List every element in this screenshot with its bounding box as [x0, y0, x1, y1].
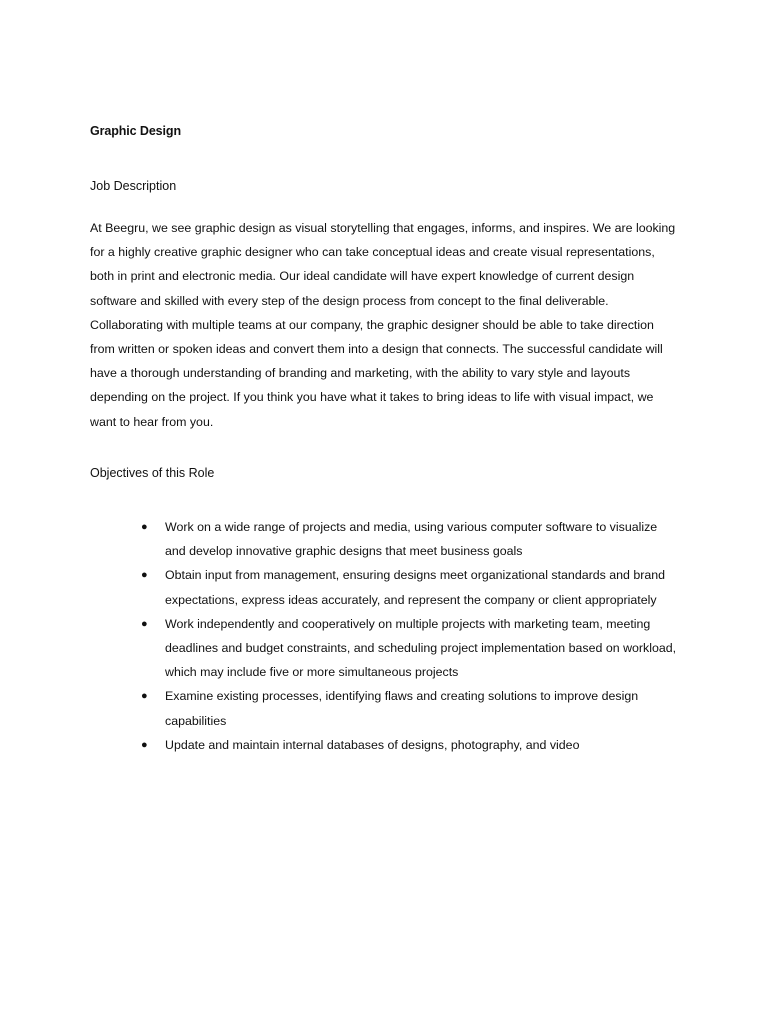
list-item-text: Examine existing processes, identifying flaws and creating solutions to improve design capabilities	[165, 689, 639, 728]
bullet-icon: ●	[141, 690, 148, 703]
document-title: Graphic Design	[90, 124, 181, 138]
job-description-heading: Job Description	[90, 179, 177, 193]
list-item	[141, 684, 681, 732]
bullet-icon: ●	[141, 738, 148, 751]
list-item-text: Work on a wide range of projects and media, using various computer software to visualize and develop innovative graphic designs that meet business goals	[165, 520, 658, 559]
objectives-list	[141, 515, 681, 757]
list-item	[141, 563, 681, 611]
objectives-heading: Objectives of this Role	[90, 466, 215, 480]
bullet-icon: ●	[141, 617, 148, 630]
list-item	[141, 612, 681, 685]
job-description-paragraph: At Beegru, we see graphic design as visual storytelling that engages, informs, and inspires. We are looking for a highly creative graphic designer who can take conceptual ideas and create visual representations, both in print and electronic media. Our ideal candidate will have expert knowledge of current design software and skilled with every step of the design process from concept to the final deliverable. Collaborating with multiple teams at our company, the graphic designer should be able to take direction from written or spoken ideas and convert them into a design that connects. The successful candidate will have a thorough understanding of branding and marketing, with the ability to vary style and layouts depending on the project. If you think you have what it takes to bring ideas to life with visual impact, we want to hear from you.	[90, 221, 676, 429]
list-item-text: Work independently and cooperatively on multiple projects with marketing team, meeting deadlines and budget constraints, and scheduling project implementation based on workload, which may include five or more simultaneous projects	[165, 616, 677, 680]
list-item-text: Update and maintain internal databases of designs, photography, and video	[165, 737, 580, 752]
list-item	[141, 515, 681, 563]
list-item-text: Obtain input from management, ensuring designs meet organizational standards and brand expectations, express ideas accurately, and represent the company or client appropriately	[165, 568, 666, 607]
bullet-icon: ●	[141, 521, 148, 533]
bullet-icon: ●	[141, 569, 148, 582]
list-item	[141, 733, 681, 757]
